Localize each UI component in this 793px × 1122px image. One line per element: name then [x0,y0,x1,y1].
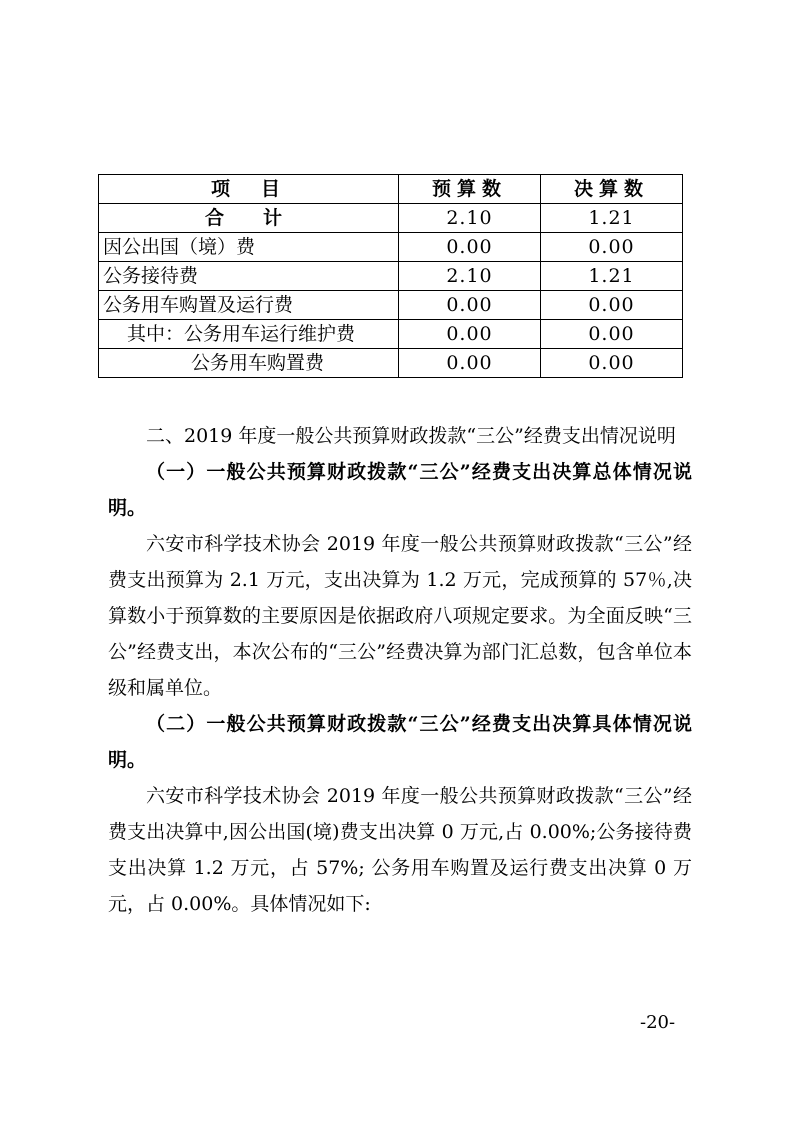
row-budget: 2.10 [399,204,541,233]
sangong-table-container [98,174,682,378]
row-label: 合 计 [99,204,399,233]
row-label: 公务用车购置及运行费 [99,291,399,320]
row-final: 0.00 [541,320,683,349]
sub2-text: 六安市科学技术协会 2019 年度一般公共预算财政拨款“三公”经费支出决算中,因公出国(境)费支出决算 0 万元,占 0.00%;公务接待费支出决算 1.2 万元，占 57%; 公务用车购置及运行费支出决算 0 万元，占 0.00%。具体情况如下: [108,785,692,915]
row-final: 0.00 [541,233,683,262]
row-budget: 2.10 [399,262,541,291]
header-budget: 预算数 [399,175,541,204]
table-row [99,320,683,349]
row-label: 公务接待费 [99,262,399,291]
table-row [99,233,683,262]
table-row-total [99,204,683,233]
row-label: 其中：公务用车运行维护费 [99,320,399,349]
row-final: 0.00 [541,291,683,320]
sub1-title: （一）一般公共预算财政拨款“三公”经费支出决算总体情况说明。 [108,461,692,519]
row-final: 1.21 [541,204,683,233]
header-item: 项 目 [99,175,399,204]
table-header-row [99,175,683,204]
table-row [99,291,683,320]
row-label: 因公出国（境）费 [99,233,399,262]
row-final: 0.00 [541,349,683,378]
row-budget: 0.00 [399,349,541,378]
page-number: -20- [640,1012,676,1033]
sangong-expense-table [98,174,683,378]
row-final: 1.21 [541,262,683,291]
section2-title: 二、2019 年度一般公共预算财政拨款“三公”经费支出情况说明 [146,425,676,447]
row-budget: 0.00 [399,320,541,349]
row-budget: 0.00 [399,233,541,262]
header-final: 决算数 [541,175,683,204]
table-row [99,262,683,291]
sub1-text: 六安市科学技术协会 2019 年度一般公共预算财政拨款“三公”经费支出预算为 2.1 万元，支出决算为 1.2 万元，完成预算的 57％,决算数小于预算数的主要原因是依据政府八项规定要求。为全面反映“三公”经费支出，本次公布的“三公”经费决算为部门汇总数，包含单位本级和属单位。 [108,533,692,699]
sub2-title: （二）一般公共预算财政拨款“三公”经费支出决算具体情况说明。 [108,713,692,771]
row-label: 公务用车购置费 [99,349,399,378]
table-row [99,349,683,378]
body-text [108,418,692,922]
row-budget: 0.00 [399,291,541,320]
